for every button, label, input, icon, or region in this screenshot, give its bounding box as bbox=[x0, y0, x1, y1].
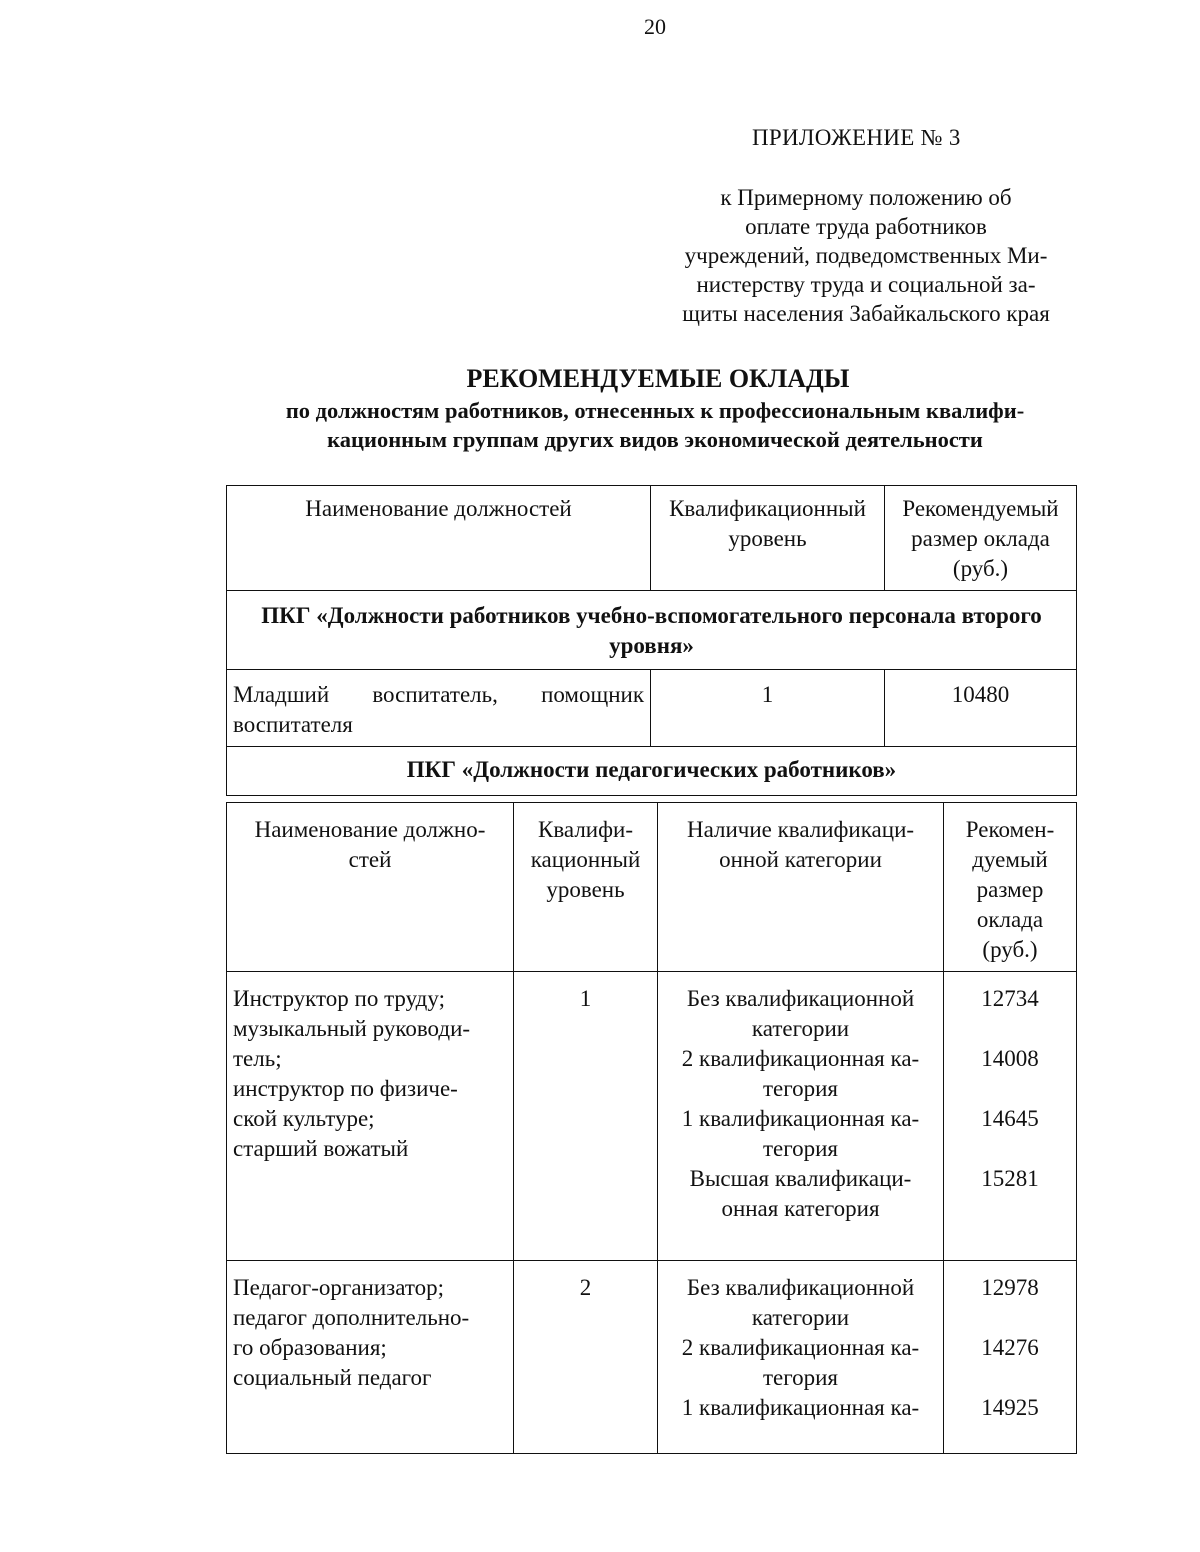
header-position: Наименование должностей bbox=[227, 486, 651, 591]
qualification-level: 1 bbox=[651, 670, 885, 747]
category-item bbox=[658, 1333, 943, 1393]
category-item bbox=[658, 1044, 943, 1104]
position-line: музыкальный руководи- bbox=[233, 1016, 471, 1041]
document-subtitle-line: по должностям работников, отнесенных к профессиональным квалифи- bbox=[285, 398, 1025, 423]
table-row bbox=[227, 972, 1077, 1261]
position-name: Младший воспитатель, помощник воспитателя bbox=[227, 670, 651, 747]
positions-cell bbox=[227, 1261, 514, 1454]
table-header-row bbox=[227, 803, 1077, 972]
position-line: педагог дополнительно- bbox=[233, 1305, 470, 1330]
salary-value: 12734 bbox=[981, 986, 1039, 1011]
header-salary: Рекомен-дуемый размер оклада (руб.) bbox=[944, 803, 1077, 972]
document-title: РЕКОМЕНДУЕМЫЕ ОКЛАДЫ bbox=[466, 364, 850, 393]
category-line: Без квалификационной bbox=[686, 1275, 915, 1300]
header-salary: Рекомендуемый размер оклада (руб.) bbox=[885, 486, 1077, 591]
header-position: Наименование должно-стей bbox=[227, 803, 514, 972]
header-level: Квалифи-кационный уровень bbox=[514, 803, 658, 972]
qualification-level: 2 bbox=[514, 1261, 658, 1454]
salary-value: 14276 bbox=[981, 1335, 1039, 1360]
appendix-subtitle-line: щиты населения Забайкальского края bbox=[682, 301, 1050, 326]
category-line: 2 квалификационная ка- bbox=[681, 1335, 920, 1360]
category-line: тегория bbox=[762, 1136, 838, 1161]
table-row bbox=[227, 1261, 1077, 1454]
position-line: тель; bbox=[233, 1046, 282, 1071]
document-subtitle-line: кационным группам других видов экономической деятельности bbox=[327, 427, 983, 452]
position-line: инструктор по физиче- bbox=[233, 1076, 458, 1101]
category-item bbox=[658, 1393, 943, 1423]
header-level: Квалификационный уровень bbox=[651, 486, 885, 591]
category-cell bbox=[658, 972, 944, 1261]
salary-value: 15281 bbox=[981, 1166, 1039, 1191]
appendix-subtitle-line: оплате труда работников bbox=[745, 214, 987, 239]
appendix-subtitle bbox=[660, 183, 1072, 328]
category-line: 1 квалификационная ка- bbox=[681, 1106, 920, 1131]
positions-cell bbox=[227, 972, 514, 1261]
position-line: го образования; bbox=[233, 1335, 387, 1360]
position-line: социальный педагог bbox=[233, 1365, 432, 1390]
position-line: ской культуре; bbox=[233, 1106, 375, 1131]
category-line: онная категория bbox=[721, 1196, 880, 1221]
table-row bbox=[227, 670, 1077, 747]
category-item bbox=[658, 1273, 943, 1333]
category-item bbox=[658, 1164, 943, 1224]
qualification-level: 1 bbox=[514, 972, 658, 1261]
salary-value: 10480 bbox=[885, 670, 1077, 747]
category-item bbox=[658, 984, 943, 1044]
appendix-subtitle-line: нистерству труда и социальной за- bbox=[696, 272, 1036, 297]
salary-value: 12978 bbox=[981, 1275, 1039, 1300]
group-title: ПКГ «Должности работников учебно-вспомогательного персонала второго уровня» bbox=[227, 591, 1077, 670]
salary-table-2 bbox=[226, 802, 1077, 1454]
category-item bbox=[658, 1104, 943, 1164]
position-line: старший вожатый bbox=[233, 1136, 409, 1161]
category-line: Без квалификационной bbox=[686, 986, 915, 1011]
appendix-title: ПРИЛОЖЕНИЕ № 3 bbox=[752, 125, 961, 150]
category-line: категории bbox=[751, 1016, 850, 1041]
salary-table-1 bbox=[226, 485, 1077, 796]
category-line: Высшая квалификаци- bbox=[689, 1166, 912, 1191]
salary-value: 14925 bbox=[981, 1395, 1039, 1420]
category-line: тегория bbox=[762, 1365, 838, 1390]
salary-cell bbox=[944, 1261, 1077, 1454]
page-number: 20 bbox=[644, 14, 666, 39]
appendix-subtitle-line: к Примерному положению об bbox=[720, 185, 1012, 210]
category-line: 1 квалификационная ка- bbox=[681, 1395, 920, 1420]
group-row bbox=[227, 591, 1077, 670]
salary-value: 14008 bbox=[981, 1046, 1039, 1071]
category-line: 2 квалификационная ка- bbox=[681, 1046, 920, 1071]
salary-cell bbox=[944, 972, 1077, 1261]
appendix-subtitle-line: учреждений, подведомственных Ми- bbox=[684, 243, 1048, 268]
salary-value: 14645 bbox=[981, 1106, 1039, 1131]
document-subtitle bbox=[228, 396, 1082, 454]
category-line: тегория bbox=[762, 1076, 838, 1101]
position-line: Инструктор по труду; bbox=[233, 986, 445, 1011]
table-header-row bbox=[227, 486, 1077, 591]
header-category: Наличие квалификаци-онной категории bbox=[658, 803, 944, 972]
position-line: Педагог-организатор; bbox=[233, 1275, 444, 1300]
group-row bbox=[227, 747, 1077, 796]
category-cell bbox=[658, 1261, 944, 1454]
group-title: ПКГ «Должности педагогических работников» bbox=[227, 747, 1077, 796]
category-line: категории bbox=[751, 1305, 850, 1330]
